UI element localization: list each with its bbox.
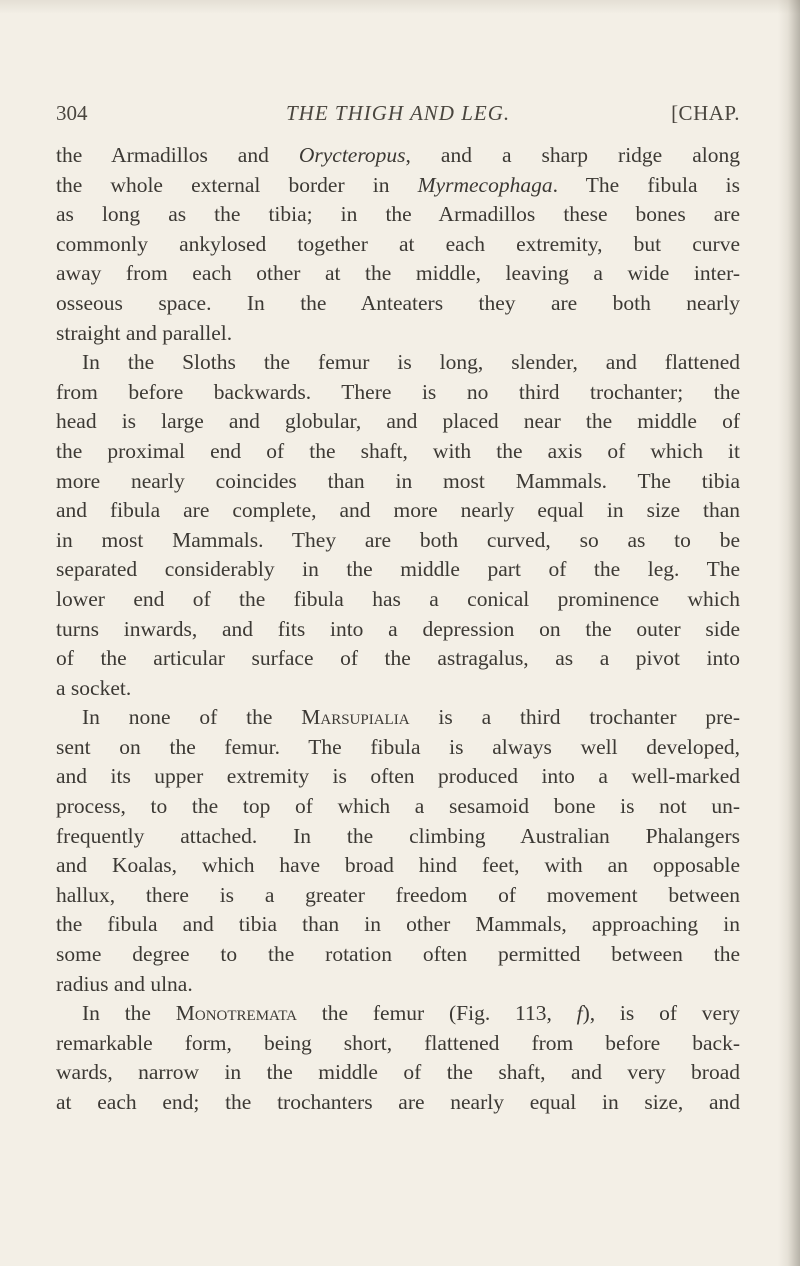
small-caps-term: Monotremata [175, 1001, 298, 1026]
text-line: more nearly coincides than in most Mammals. The tibia [56, 468, 740, 493]
body-text [56, 141, 740, 1118]
paragraph-start-line: In the Monotremata the femur (Fig. 113, f), is of very [82, 1001, 740, 1026]
text-line: remarkable form, being short, flattened from before back- [56, 1030, 740, 1055]
italic-term: Myrmecophaga [417, 172, 553, 197]
running-title: THE THIGH AND LEG. [286, 101, 511, 125]
text-line: turns inwards, and fits into a depression on the outer side [56, 616, 740, 641]
text-line: hallux, there is a greater freedom of movement between [56, 882, 740, 907]
text-line: straight and parallel. [56, 320, 233, 345]
paragraph-start-line: In none of the Marsupialia is a third trochanter pre- [82, 705, 740, 730]
page-number: 304 [56, 101, 88, 125]
text-line: head is large and globular, and placed near the middle of [56, 409, 740, 434]
text-line: as long as the tibia; in the Armadillos these bones are [56, 202, 740, 227]
text-line: in most Mammals. They are both curved, so as to be [56, 527, 740, 552]
text-line: process, to the top of which a sesamoid bone is not un- [56, 794, 740, 819]
text-line: of the articular surface of the astragalus, as a pivot into [56, 646, 740, 671]
text-line: the Armadillos and Orycteropus, and a sharp ridge along [56, 143, 740, 167]
text-line: and fibula are complete, and more nearly equal in size than [56, 498, 740, 523]
running-header [56, 101, 740, 131]
text-line: lower end of the fibula has a conical prominence which [56, 586, 740, 611]
text-line: the proximal end of the shaft, with the axis of which it [56, 438, 740, 463]
paragraph-start-line: In the Sloths the femur is long, slender, and flattened [82, 350, 740, 375]
italic-term: Orycteropus [298, 143, 406, 167]
text-line: at each end; the trochanters are nearly equal in size, and [56, 1090, 740, 1114]
small-caps-term: Marsupialia [301, 705, 410, 730]
text-line: sent on the femur. The fibula is always well developed, [56, 734, 740, 759]
text-line: the fibula and tibia than in other Mammals, approaching in [56, 912, 740, 937]
page-top-shade [0, 0, 800, 14]
text-line: a socket. [56, 675, 132, 700]
text-line: the whole external border in Myrmecophaga. The fibula is [56, 172, 740, 197]
text-line: separated considerably in the middle part of the leg. The [56, 557, 740, 582]
text-line: radius and ulna. [56, 971, 193, 996]
text-line: frequently attached. In the climbing Australian Phalangers [56, 823, 740, 848]
text-line: wards, narrow in the middle of the shaft, and very broad [56, 1060, 740, 1085]
text-line: osseous space. In the Anteaters they are both nearly [56, 290, 740, 315]
text-line: some degree to the rotation often permitted between the [56, 942, 740, 967]
text-line: and its upper extremity is often produced into a well-marked [56, 764, 740, 789]
text-line: from before backwards. There is no third trochanter; the [56, 379, 740, 404]
chapter-label: [CHAP. [671, 101, 740, 125]
text-line: away from each other at the middle, leaving a wide inter- [56, 261, 740, 286]
page-edge-shadow [778, 0, 800, 1266]
text-line: commonly ankylosed together at each extremity, but curve [56, 231, 740, 256]
figure-letter: f [576, 1001, 583, 1026]
text-line: and Koalas, which have broad hind feet, with an opposable [56, 853, 740, 878]
